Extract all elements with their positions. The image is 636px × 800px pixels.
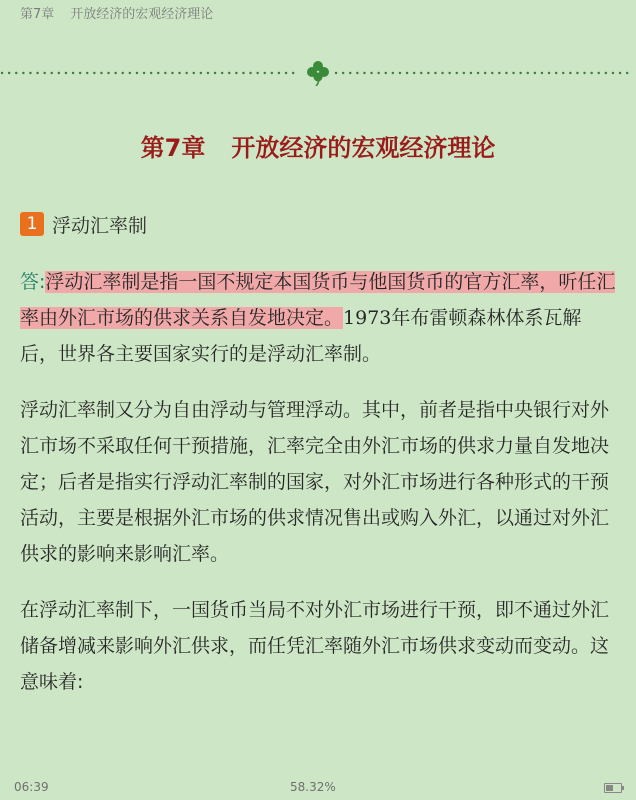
page-body xyxy=(20,264,618,720)
highlighted-text[interactable]: 汇率，听任汇率由外汇市场的供求关系自发地决定。 xyxy=(20,271,616,329)
paragraph-2: 浮动汇率制又分为自由浮动与管理浮动。其中，前者是指中央银行对外汇市场不采取任何干预措施，汇率完全由外汇市场的供求力量自发地决定；后者是指实行浮动汇率制的国家，对外汇市场进行各种形式的干预活动，主要是根据外汇市场的供求情况售出或购入外汇，以通过对外汇供求的影响来影响汇率。 xyxy=(20,399,610,565)
section-number-badge: 1 xyxy=(20,212,44,236)
running-header-chapter-no: 第7章 xyxy=(20,7,55,22)
status-bar xyxy=(0,778,636,800)
section-title: 浮动汇率制 xyxy=(52,214,148,237)
paragraph-1-rest: 年布雷顿森林体系瓦解后，世界各主要国家实行的是浮动汇率制。 xyxy=(20,307,582,365)
chapter-divider xyxy=(0,60,636,86)
highlighted-text[interactable]: 浮动汇率制是指一国不规定本国货币与他国货币的官方 xyxy=(45,271,502,293)
paragraph-3: 在浮动汇率制下，一国货币当局不对外汇市场进行干预，即不通过外汇储备增减来影响外汇供求，而任凭汇率随外汇市场供求变动而变动。这意味着: xyxy=(20,599,610,693)
chapter-title-name: 开放经济的宏观经济理论 xyxy=(231,134,496,162)
chapter-title-no: 第7章 xyxy=(140,134,206,162)
section-heading xyxy=(20,210,147,238)
year-text: 1973 xyxy=(343,307,392,329)
running-header-chapter-name: 开放经济的宏观经济理论 xyxy=(70,7,214,22)
status-time: 06:39 xyxy=(14,780,49,794)
running-header xyxy=(20,3,213,22)
clover-icon xyxy=(307,61,329,86)
paragraph-1 xyxy=(20,264,618,372)
battery-level xyxy=(606,785,613,791)
battery-icon xyxy=(604,783,622,793)
reading-progress: 58.32% xyxy=(290,780,336,794)
answer-label: 答: xyxy=(20,271,46,293)
chapter-title xyxy=(0,128,636,163)
